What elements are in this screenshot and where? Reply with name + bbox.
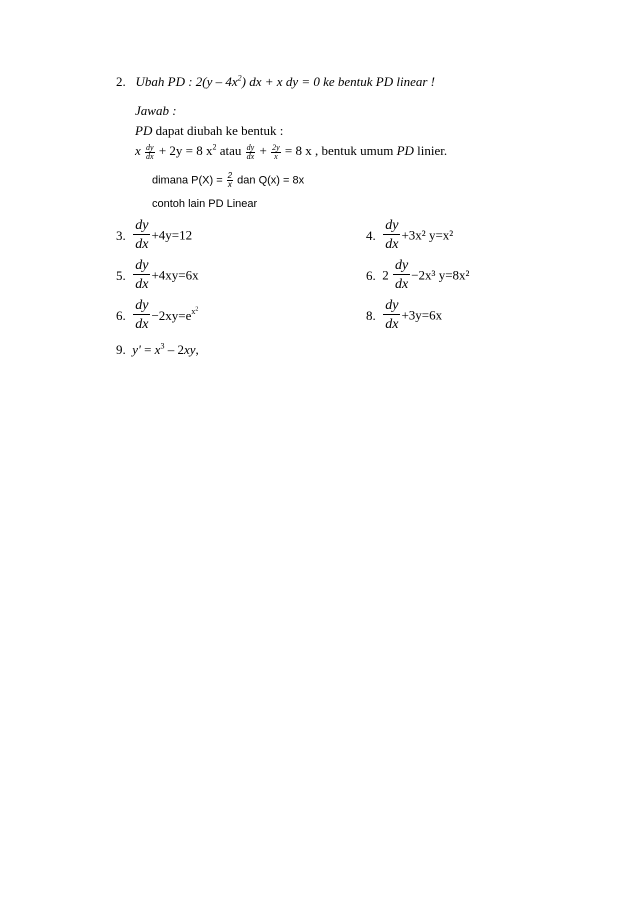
dimana-text: dimana P(X) = $\frac{2}{x}$ dan Q(x) = 8x [152,171,305,189]
example-8: 8. $\frac{dy}{dx}$ +3y=6x [366,298,443,332]
example-6b: 6. $\frac{dy}{dx}$ $-2xy=e^{x^2}$ [116,298,199,332]
fraction-dy-dx: $\frac{dy}{dx}$ [135,298,149,332]
example-4: 4. $\frac{dy}{dx}$ +3x² y=x² [366,218,454,252]
fraction-dy-dx: $\frac{dy}{dx}$ [135,218,149,252]
example-6a: 6. 2 $\frac{dy}{dx}$ −2x³ y=8x² [366,258,470,292]
fraction-dy-dx: $\frac{dy}{dx}$ [146,142,154,161]
fraction-dy-dx: $\frac{dy}{dx}$ [135,258,149,292]
fraction-2y-x: $\frac{2y}{x}$ [272,142,280,161]
example-5: 5. $\frac{dy}{dx}$ +4xy=6x [116,258,199,292]
example-3: 3. $\frac{dy}{dx}$ +4y=12 [116,218,193,252]
problem-9: 9. $y' = x^3 - 2xy$, [116,341,199,357]
pd-transform-text: PD dapat diubah ke bentuk : [135,123,284,138]
problem-2-text: Ubah PD : $2(y - 4x^2)$ dx + x dy = 0 ke bentuk PD linear ! [135,73,436,89]
fraction-dy-dx: $\frac{dy}{dx}$ [395,258,409,292]
jawab-label: Jawab : [135,103,177,118]
problem-2-statement [116,74,435,90]
pd-linear-equation: x $\frac{dy}{dx}$ + 2y = 8 $x^2$ atau $\frac{dy}{dx}$ + $\frac{2y}{x}$ = 8 x , bentuk umum PD linier. [135,142,448,161]
fraction-dy-dx: $\frac{dy}{dx}$ [246,142,255,161]
contoh-text: contoh lain PD Linear [152,198,258,210]
fraction-dy-dx: $\frac{dy}{dx}$ [385,218,399,252]
problem-2-number: 2. [116,74,126,89]
fraction-2-x: $\frac{2}{x}$ [227,171,233,189]
fraction-dy-dx: $\frac{dy}{dx}$ [385,298,399,332]
